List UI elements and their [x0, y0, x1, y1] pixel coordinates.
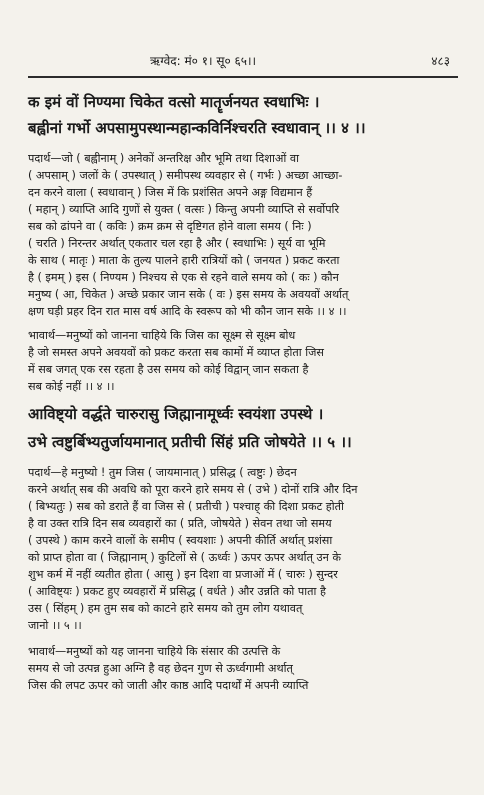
page-number: ४८३ [431, 54, 450, 68]
bhavartha-5-line: भावार्थ—मनुष्यों को यह जानना चाहिये कि संसार की उत्पत्ति के [28, 645, 281, 658]
padartha-5-line: करने अर्थात् सब की अवधि को पूरा करने हारे समय से ( उभे ) दोनों रात्रि और दिन [28, 483, 358, 496]
padartha-5-line: शुभ कर्म में नहीं व्यतीत होता ( आसु ) इन दिशा वा प्रजाओं में ( चारुः ) सुन्दर [28, 568, 338, 581]
padartha-5-line: जानो ।। ५ ।। [28, 619, 82, 632]
bhavartha-4-line: में सब जगत् एक रस रहता है उस समय को कोई विद्वान् जान सकता है [28, 363, 309, 376]
padartha-5-line: उस ( सिंहम् ) हम तुम सब को काटने हारे समय को तुम लोग यथावत् [28, 602, 303, 615]
mantra-4-line-1: क इमं वों निण्यमा चिकेत वत्सो मातॄर्जनयत स्वधाभिः । [28, 93, 320, 111]
running-head-reference: ऋग्वेद: मं० १। सू० ६५।। [150, 54, 257, 68]
page-header [150, 52, 450, 70]
padartha-4-line: के साथ ( मातृः ) माता के तुल्य पालने हारी रात्रियों को ( जनयत ) प्रकट करता [28, 254, 340, 267]
bhavartha-4-line: सब कोई नहीं ।। ४ ।। [28, 380, 115, 393]
padartha-5-line: ( आविष्ट्यः ) प्रकट हुए व्यवहारों में प्रसिद्ध ( वर्धते ) और उन्नति को पाता है [28, 585, 326, 598]
padartha-4-line: है ( इमम् ) इस ( निण्यम ) निश्चय से एक से रहने वाले समय को ( कः ) कौन [28, 271, 339, 284]
padartha-5 [28, 464, 458, 634]
padartha-4-line: पदार्थ—जो ( बह्वीनाम् ) अनेकों अन्तरिक्ष और भूमि तथा दिशाओं वा [28, 152, 299, 165]
padartha-5-line: ( उपस्थे ) काम करने वालों के समीप ( स्वयशाः ) अपनी कीर्ति अर्थात् प्रशंसा [28, 534, 333, 547]
padartha-4-line: क्षण घड़ी प्रहर दिन रात मास वर्ष आदि के स्वरूप को भी कौन जान सके ।। ४ ।। [28, 305, 347, 318]
padartha-4-line: ( चरति ) निरन्तर अर्थात् एकतार चल रहा है और ( स्वधाभिः ) सूर्य वा भूमि [28, 237, 326, 250]
bhavartha-5-line: जिस की लपट ऊपर को जाती और काष्ठ आदि पदार्थों में अपनी व्याप्ति [28, 679, 309, 692]
padartha-5-line: है वा उक्त रात्रि दिन सब व्यवहारों का ( प्रति, जोषयेते ) सेवन तथा जो समय [28, 517, 332, 530]
mantra-5-line-2: उभे त्वष्टुर्बिभ्यतुर्जायमानात् प्रतीची सिंहं प्रति जोषयेते ।। ५ ।। [28, 433, 352, 451]
bhavartha-4 [28, 327, 458, 395]
bhavartha-5 [28, 643, 458, 694]
mantra-4-line-2: बह्वीनां गर्भो अपसामुपस्थान्महान्कविर्निश्चरति स्वधावान् ।। ४ ।। [28, 119, 366, 137]
padartha-5-line: ( बिभ्यतुः ) सब को डराते हैं वा जिस से ( प्रतीची ) पश्चाह् की दिशा प्रकट होती [28, 500, 344, 513]
bhavartha-4-line: भावार्थ—मनुष्यों को जानना चाहिये कि जिस का सूक्ष्म से सूक्ष्म बोध [28, 329, 296, 342]
padartha-4-line: ( अपसाम् ) जलों के ( उपस्थात् ) समीपस्थ व्यवहार से ( गर्भः ) अच्छा आच्छा- [28, 169, 343, 182]
padartha-4-line: ( महान् ) व्याप्ति आदि गुणों से युक्त ( वत्सः ) किन्तु अपनी व्याप्ति से सर्वोपरि [28, 203, 340, 216]
padartha-4-line: दन करने वाला ( स्वधावान् ) जिस में कि प्रशंसित अपने अङ्ग विद्यमान हैं [28, 186, 313, 199]
padartha-5-line: पदार्थ—हे मनुष्यो ! तुम जिस ( जायमानात् ) प्रसिद्ध ( त्वष्टुः ) छेदन [28, 466, 297, 479]
mantra-5-line-1: आविष्ट्यो वर्द्धते चारुरासु जिह्मानामूर्ध्वः स्वयंशा उपस्थे । [28, 405, 324, 423]
padartha-4-line: मनुष्य ( आ, चिकेत ) अच्छे प्रकार जान सके ( वः ) इस समय के अवयवों अर्थात् [28, 288, 349, 301]
padartha-4 [28, 150, 458, 320]
bhavartha-5-line: समय से जो उत्पन्न हुआ अग्नि है वह छेदन गुण से ऊर्ध्वगामी अर्थात् [28, 662, 293, 675]
header-rule [28, 76, 458, 78]
padartha-5-line: को प्राप्त होता वा ( जिह्मानाम् ) कुटिलों से ( ऊर्ध्वः ) ऊपर ऊपर अर्थात् उन के [28, 551, 341, 564]
padartha-4-line: सब को ढांपने वा ( कविः ) क्रम क्रम से दृष्टिगत होने वाला समय ( निः ) [28, 220, 312, 233]
bhavartha-4-line: है जो समस्त अपने अवयवों को प्रकट करता सब कामों में व्याप्त होता जिस [28, 346, 324, 359]
